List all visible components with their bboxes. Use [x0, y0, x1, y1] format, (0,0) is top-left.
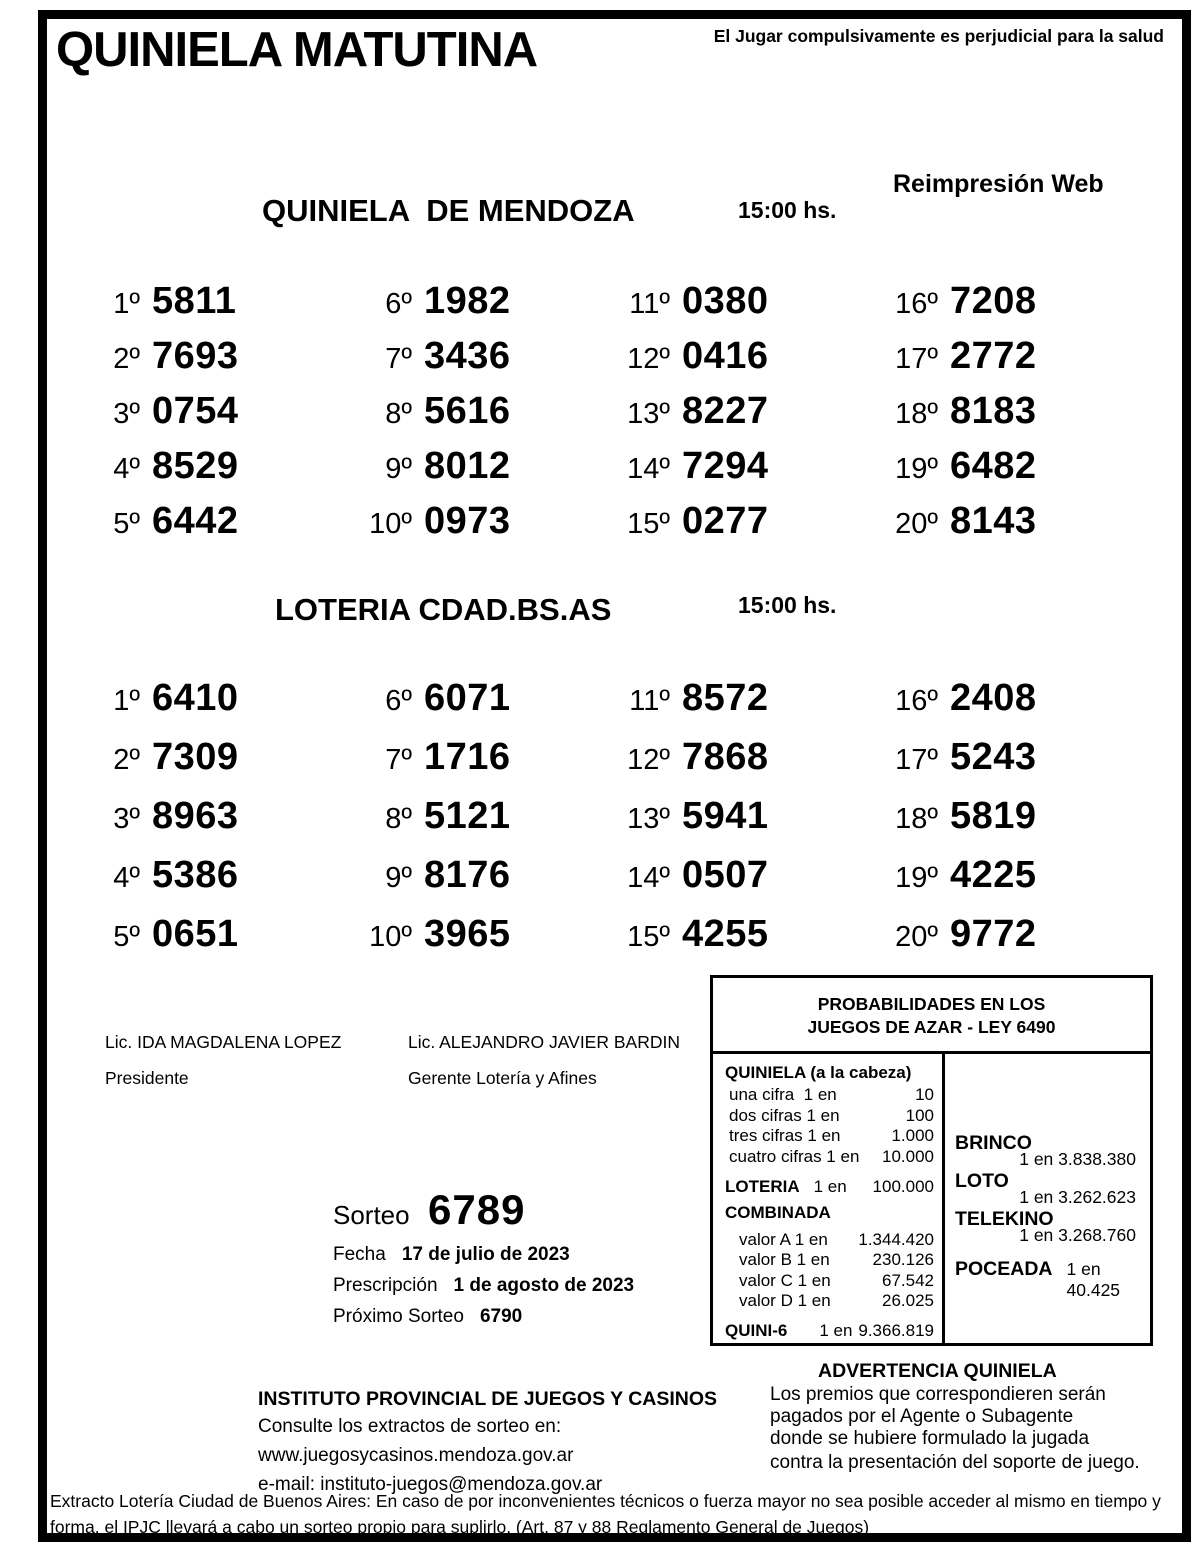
combinada-header: COMBINADA: [725, 1202, 831, 1222]
prescripcion-line: [333, 1275, 634, 1297]
game-value: 1 en 3.262.623: [1019, 1187, 1136, 1207]
reprint-web-label: Reimpresión Web: [893, 170, 1104, 198]
probabilities-left-column: [713, 1054, 942, 1343]
probabilities-body: [713, 1054, 1150, 1343]
result-position: 14º: [627, 862, 670, 894]
result-row: [594, 854, 769, 913]
mendoza-draw-time: 15:00 hs.: [738, 197, 837, 223]
result-number: 0973: [424, 500, 511, 542]
result-number: 0651: [152, 913, 239, 955]
institute-name: INSTITUTO PROVINCIAL DE JUEGOS Y CASINOS: [258, 1388, 718, 1410]
result-row: [72, 335, 239, 390]
probability-label: una cifra 1 en: [729, 1085, 837, 1104]
result-row: [862, 736, 1037, 795]
result-position: 1º: [113, 288, 140, 320]
result-number: 1716: [424, 736, 511, 778]
probability-row-loteria: [725, 1177, 934, 1198]
result-position: 12º: [627, 744, 670, 776]
result-number: 6071: [424, 677, 511, 719]
institute-website: www.juegosycasinos.mendoza.gov.ar: [258, 1445, 574, 1466]
bsas-results-column-3: [594, 677, 769, 972]
result-row: [72, 913, 239, 972]
result-row: [862, 854, 1037, 913]
result-number: 5616: [424, 390, 511, 432]
probabilities-title-line1: PROBABILIDADES EN LOS: [817, 994, 1046, 1014]
probability-row: [725, 1085, 934, 1106]
game-value: 1 en 3.838.380: [1019, 1149, 1136, 1169]
probability-value: 10.000: [882, 1146, 934, 1166]
probability-label: LOTERIA: [725, 1177, 800, 1196]
footer-note: [50, 1488, 1168, 1540]
fecha-value: 17 de julio de 2023: [401, 1244, 570, 1265]
result-row: [72, 677, 239, 736]
result-position: 14º: [627, 453, 670, 485]
result-row: [594, 335, 769, 390]
probability-label: dos cifras 1 en: [729, 1105, 840, 1125]
result-row: [72, 280, 239, 335]
quiniela-warning-line: pagados por el Agente o Subagente: [770, 1406, 1074, 1427]
result-number: 0754: [152, 390, 239, 432]
mendoza-results-column-1: [72, 280, 239, 555]
result-row: [344, 913, 511, 972]
result-position: 7º: [385, 744, 412, 776]
probability-row: [725, 1106, 934, 1127]
result-position: 11º: [629, 685, 670, 717]
probability-row: [725, 1250, 934, 1271]
result-number: 8963: [152, 795, 239, 837]
probability-label: tres cifras 1 en: [729, 1126, 841, 1145]
result-number: 0507: [682, 854, 769, 896]
probability-value: 10: [915, 1085, 934, 1104]
result-row: [862, 795, 1037, 854]
result-number: 7868: [682, 736, 769, 778]
probabilities-right-column: [942, 1054, 1150, 1343]
probability-label: valor C 1 en: [739, 1270, 831, 1290]
result-row: [594, 795, 769, 854]
result-position: 10º: [369, 921, 412, 953]
bsas-draw-time: 15:00 hs.: [738, 592, 837, 618]
official-name-president: Lic. IDA MAGDALENA LOPEZ: [105, 1032, 342, 1052]
result-row: [344, 335, 511, 390]
result-number: 2772: [950, 335, 1037, 377]
result-position: 8º: [385, 398, 412, 430]
result-number: 8227: [682, 390, 769, 432]
proximo-sorteo-line: [333, 1306, 522, 1328]
mendoza-results-column-3: [594, 280, 769, 555]
game-name: BRINCO: [955, 1132, 1032, 1154]
probability-label: cuatro cifras 1 en: [729, 1146, 860, 1166]
game-name: LOTO: [955, 1170, 1009, 1192]
fecha-line: [333, 1244, 570, 1266]
result-number: 5121: [424, 795, 511, 837]
probability-label: valor B 1 en: [739, 1250, 830, 1269]
result-position: 17º: [895, 343, 938, 375]
result-position: 6º: [385, 685, 412, 717]
quiniela-warning-line: Los premios que correspondieren serán: [770, 1384, 1106, 1405]
quiniela-warning-title: ADVERTENCIA QUINIELA: [818, 1360, 1057, 1382]
institute-consult-line: Consulte los extractos de sorteo en:: [258, 1416, 562, 1437]
result-number: 0380: [682, 280, 769, 322]
result-number: 8143: [950, 500, 1037, 542]
result-number: 0277: [682, 500, 769, 542]
result-row: [72, 736, 239, 795]
result-row: [594, 390, 769, 445]
result-number: 1982: [424, 280, 511, 322]
result-row: [862, 280, 1037, 335]
game-name: TELEKINO: [955, 1208, 1054, 1230]
result-row: [594, 736, 769, 795]
result-row: [594, 677, 769, 736]
result-row: [72, 500, 239, 555]
result-position: 5º: [113, 508, 140, 540]
result-number: 4255: [682, 913, 769, 955]
probability-value: 26.025: [882, 1291, 934, 1310]
quiniela-probability-header: QUINIELA (a la cabeza): [725, 1063, 912, 1082]
game-value: 1 en 3.268.760: [1019, 1225, 1136, 1245]
result-number: 5811: [152, 280, 237, 322]
result-position: 16º: [895, 288, 938, 320]
result-number: 8012: [424, 445, 511, 487]
result-row: [344, 736, 511, 795]
institute-block: [258, 1386, 717, 1499]
result-position: 12º: [627, 343, 670, 375]
sorteo-label: Sorteo: [333, 1200, 410, 1230]
result-position: 19º: [895, 862, 938, 894]
result-position: 15º: [627, 508, 670, 540]
result-number: 3965: [424, 913, 511, 955]
result-row: [594, 445, 769, 500]
official-name-manager: Lic. ALEJANDRO JAVIER BARDIN: [408, 1032, 680, 1052]
result-row: [344, 445, 511, 500]
result-position: 13º: [627, 398, 670, 430]
result-number: 5941: [682, 795, 769, 837]
result-number: 6410: [152, 677, 239, 719]
game-value: 1 en 40.425: [1066, 1259, 1121, 1300]
result-number: 8572: [682, 677, 769, 719]
result-position: 5º: [113, 921, 140, 953]
quiniela-warning-line: contra la presentación del soporte de juego.: [770, 1452, 1140, 1473]
result-number: 5386: [152, 854, 239, 896]
probability-label: valor D 1 en: [739, 1291, 831, 1310]
result-position: 6º: [385, 288, 412, 320]
probability-mid: 1 en: [819, 1320, 853, 1340]
footer-line: Extracto Lotería Ciudad de Buenos Aires: En caso de por inconvenientes técnicos o fuerza mayor no sea posible acceder al mismo en tiempo y: [50, 1491, 1161, 1511]
result-row: [862, 390, 1037, 445]
sorteo-number: 6789: [428, 1186, 526, 1233]
result-position: 4º: [113, 862, 140, 894]
result-row: [862, 500, 1037, 555]
result-position: 18º: [895, 398, 938, 430]
result-number: 7693: [152, 335, 239, 377]
result-row: [344, 390, 511, 445]
proximo-sorteo-label: Próximo Sorteo: [333, 1306, 464, 1327]
result-position: 2º: [113, 343, 140, 375]
result-position: 9º: [385, 453, 412, 485]
game-name: POCEADA: [955, 1258, 1053, 1280]
bsas-results-column-1: [72, 677, 239, 972]
probability-row: [725, 1147, 934, 1168]
result-row: [344, 500, 511, 555]
result-position: 15º: [627, 921, 670, 953]
mendoza-results-column-4: [862, 280, 1037, 555]
result-number: 8183: [950, 390, 1037, 432]
quiniela-warning-block: [770, 1358, 1150, 1474]
result-position: 7º: [385, 343, 412, 375]
result-number: 5243: [950, 736, 1037, 778]
result-number: 2408: [950, 677, 1037, 719]
game-probability: [955, 1208, 1140, 1246]
probability-value: 100.000: [872, 1177, 934, 1196]
result-position: 8º: [385, 803, 412, 835]
bsas-section-title: LOTERIA CDAD.BS.AS: [275, 592, 612, 627]
result-position: 4º: [113, 453, 140, 485]
result-number: 8176: [424, 854, 511, 896]
result-position: 17º: [895, 744, 938, 776]
page-title: QUINIELA MATUTINA: [56, 23, 538, 77]
result-number: 9772: [950, 913, 1037, 955]
result-number: 6482: [950, 445, 1037, 487]
probability-row: [725, 1126, 934, 1147]
institute-email: e-mail: instituto-juegos@mendoza.gov.ar: [258, 1474, 603, 1495]
result-row: [862, 913, 1037, 972]
result-number: 8529: [152, 445, 239, 487]
probability-label: valor A 1 en: [739, 1229, 828, 1249]
health-warning: El Jugar compulsivamente es perjudicial para la salud: [713, 26, 1164, 46]
result-row: [72, 795, 239, 854]
result-position: 3º: [113, 803, 140, 835]
result-number: 0416: [682, 335, 769, 377]
result-number: 3436: [424, 335, 511, 377]
result-row: [344, 677, 511, 736]
probability-value: 9.366.819: [858, 1320, 934, 1340]
game-probability: [955, 1258, 1140, 1301]
fecha-label: Fecha: [333, 1244, 386, 1265]
result-position: 13º: [627, 803, 670, 835]
bsas-results-column-2: [344, 677, 511, 972]
result-position: 16º: [895, 685, 938, 717]
footer-line: forma, el IPJC llevará a cabo un sorteo propio para suplirlo. (Art. 87 y 88 Reglamento General de Juegos): [50, 1517, 870, 1537]
result-position: 1º: [113, 685, 140, 717]
result-row: [344, 854, 511, 913]
proximo-sorteo-value: 6790: [479, 1306, 523, 1327]
result-position: 20º: [895, 921, 938, 953]
mendoza-section-title: QUINIELA DE MENDOZA: [262, 193, 635, 228]
result-number: 7309: [152, 736, 239, 778]
result-row: [862, 335, 1037, 390]
result-position: 20º: [895, 508, 938, 540]
result-number: 7294: [682, 445, 769, 487]
result-position: 11º: [629, 288, 670, 320]
result-position: 18º: [895, 803, 938, 835]
result-number: 4225: [950, 854, 1037, 896]
probability-row: [725, 1291, 934, 1312]
bsas-results-column-4: [862, 677, 1037, 972]
prescripcion-label: Prescripción: [333, 1275, 438, 1296]
prescripcion-value: 1 de agosto de 2023: [453, 1275, 635, 1296]
result-row: [344, 280, 511, 335]
result-row: [72, 445, 239, 500]
quiniela-warning-line: donde se hubiere formulado la jugada: [770, 1428, 1090, 1449]
official-role-manager: Gerente Lotería y Afines: [408, 1068, 597, 1088]
result-position: 10º: [369, 508, 412, 540]
result-number: 6442: [152, 500, 239, 542]
result-position: 3º: [113, 398, 140, 430]
probability-row: [725, 1230, 934, 1251]
game-probability: [955, 1170, 1140, 1208]
probability-row: [725, 1271, 934, 1292]
probability-value: 230.126: [872, 1250, 934, 1269]
mendoza-results-column-2: [344, 280, 511, 555]
result-position: 2º: [113, 744, 140, 776]
probabilities-box: [710, 975, 1153, 1346]
probability-label: QUINI-6: [725, 1320, 788, 1340]
probabilities-title: [713, 978, 1150, 1054]
result-row: [862, 677, 1037, 736]
probability-value: 100: [905, 1105, 934, 1125]
result-position: 9º: [385, 862, 412, 894]
probability-value: 1.000: [891, 1126, 934, 1145]
result-row: [594, 500, 769, 555]
probability-row-quini6: [725, 1321, 934, 1342]
result-position: 19º: [895, 453, 938, 485]
official-role-president: Presidente: [105, 1068, 189, 1088]
result-row: [72, 854, 239, 913]
game-probability: [955, 1132, 1140, 1170]
probability-mid: 1 en: [813, 1177, 847, 1196]
probability-value: 67.542: [882, 1270, 934, 1290]
result-number: 7208: [950, 280, 1037, 322]
result-row: [594, 280, 769, 335]
probability-value: 1.344.420: [858, 1229, 934, 1249]
result-number: 5819: [950, 795, 1037, 837]
probabilities-title-line2: JUEGOS DE AZAR - LEY 6490: [807, 1017, 1056, 1037]
result-row: [72, 390, 239, 445]
result-row: [594, 913, 769, 972]
result-row: [862, 445, 1037, 500]
result-row: [344, 795, 511, 854]
